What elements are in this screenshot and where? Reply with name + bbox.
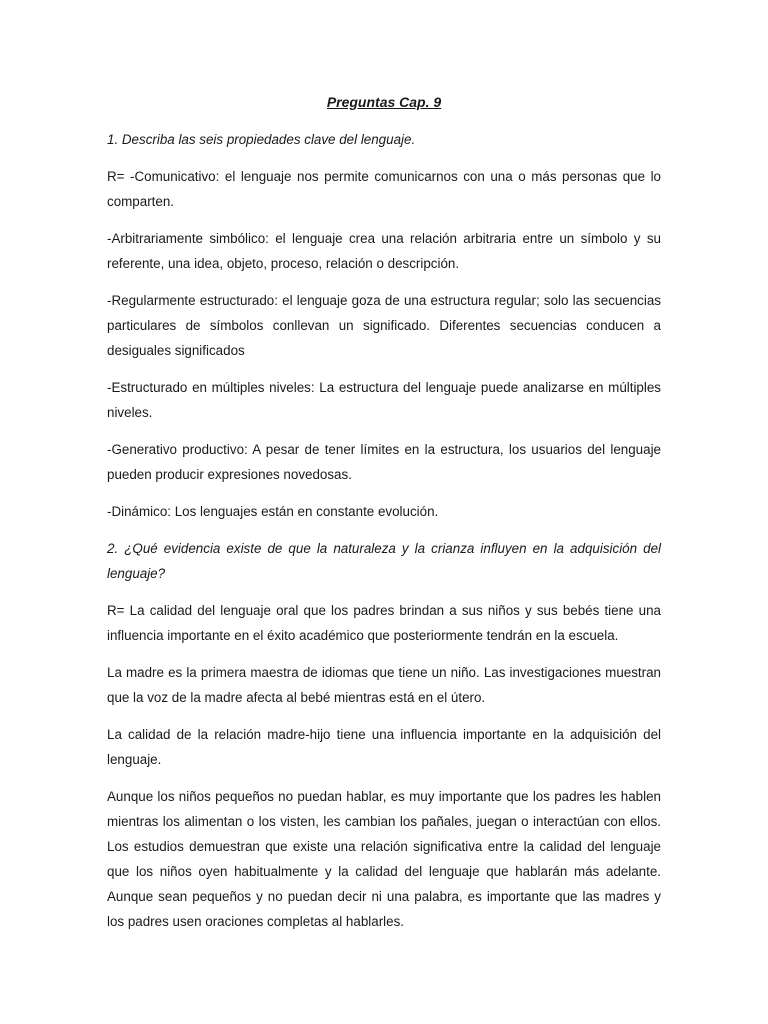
question-1: 1. Describa las seis propiedades clave del lenguaje. [107,132,416,147]
answer-1-paragraph: -Estructurado en múltiples niveles: La estructura del lenguaje puede analizarse en múltiples niveles. [107,380,661,420]
answer-1-paragraph: -Generativo productivo: A pesar de tener límites en la estructura, los usuarios del lenguaje pueden producir expresiones novedosas. [107,442,661,482]
document-title: Preguntas Cap. 9 [326,94,442,110]
answer-2-paragraph: R= La calidad del lenguaje oral que los padres brindan a sus niños y sus bebés tiene una influencia importante en el éxito académico que posteriormente tendrán en la escuela. [107,603,661,643]
answer-1-paragraph: R= -Comunicativo: el lenguaje nos permite comunicarnos con una o más personas que lo comparten. [107,169,661,209]
answer-1-paragraph: -Arbitrariamente simbólico: el lenguaje crea una relación arbitraria entre un símbolo y su referente, una idea, objeto, proceso, relación o descripción. [107,231,661,271]
answer-2-paragraph: La madre es la primera maestra de idiomas que tiene un niño. Las investigaciones muestran que la voz de la madre afecta al bebé mientras está en el útero. [107,665,661,705]
answer-1-paragraph: -Regularmente estructurado: el lenguaje goza de una estructura regular; solo las secuencias particulares de símbolos conllevan un significado. Diferentes secuencias conducen a desiguales significados [107,293,661,358]
answer-2-paragraph: La calidad de la relación madre-hijo tiene una influencia importante en la adquisición del lenguaje. [107,727,661,767]
document-page [107,90,661,946]
question-2: 2. ¿Qué evidencia existe de que la naturaleza y la crianza influyen en la adquisición del lenguaje? [107,541,661,581]
answer-2-paragraph: Aunque los niños pequeños no puedan hablar, es muy importante que los padres les hablen mientras los alimentan o los visten, les cambian los pañales, juegan o interactúan con ellos. Los estudios demuestran que existe una relación significativa entre la calidad del lenguaje que los niños oyen habitualmente y la calidad del lenguaje que hablarán más adelante. Aunque sean pequeños y no puedan decir ni una palabra, es importante que las madres y los padres usen oraciones completas al hablarles. [107,789,661,929]
answer-1-paragraph: -Dinámico: Los lenguajes están en constante evolución. [107,504,439,519]
